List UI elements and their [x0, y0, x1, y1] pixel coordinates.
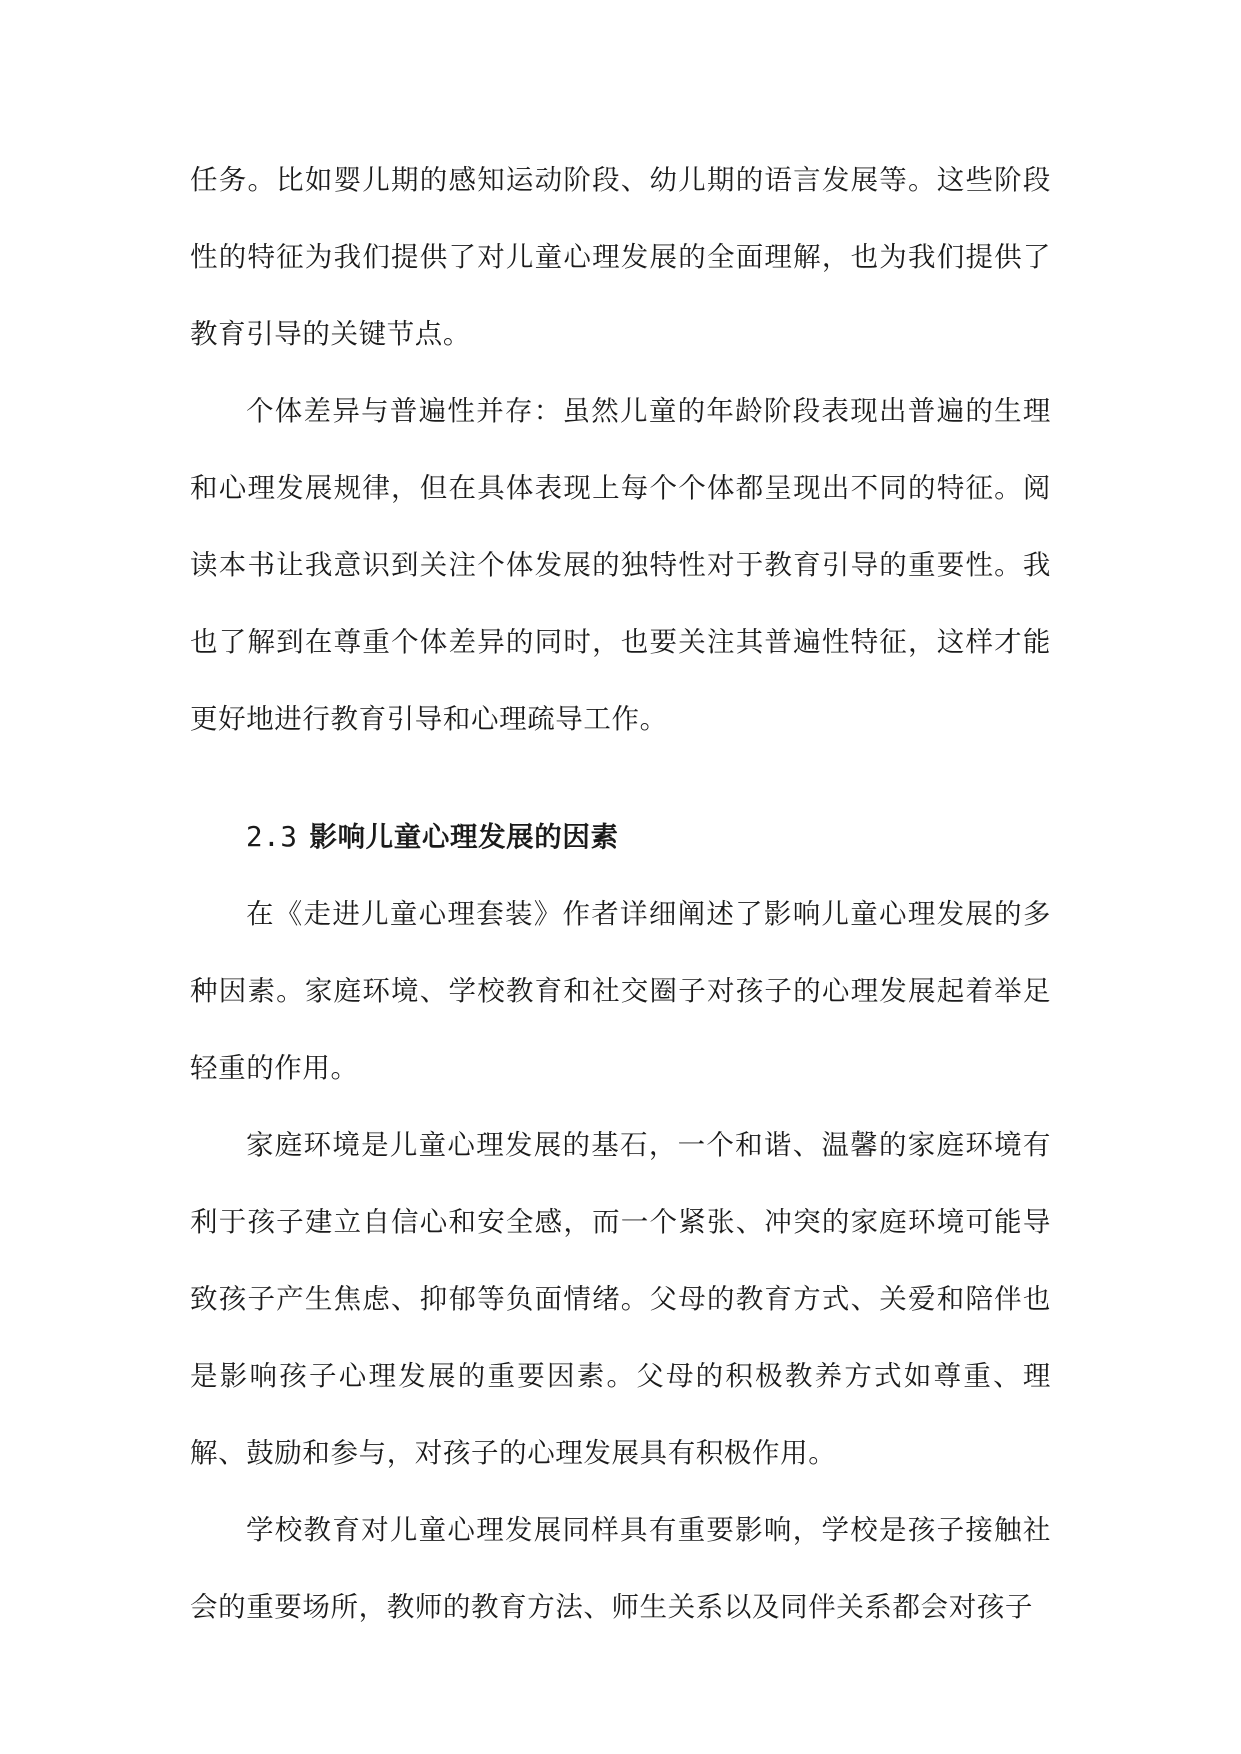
section-title: 影响儿童心理发展的因素 — [309, 821, 619, 853]
section-number: 2.3 — [246, 821, 298, 853]
document-body — [190, 142, 1051, 1646]
paragraph-factors-intro: 在《走进儿童心理套装》作者详细阐述了影响儿童心理发展的多种因素。家庭环境、学校教育和社交圈子对孩子的心理发展起着举足轻重的作用。 — [190, 898, 1051, 1084]
paragraph-school-education: 学校教育对儿童心理发展同样具有重要影响，学校是孩子接触社会的重要场所，教师的教育方法、师生关系以及同伴关系都会对孩子 — [190, 1514, 1051, 1623]
paragraph-continued: 任务。比如婴儿期的感知运动阶段、幼儿期的语言发展等。这些阶段性的特征为我们提供了对儿童心理发展的全面理解，也为我们提供了教育引导的关键节点。 — [190, 164, 1051, 350]
section-heading — [190, 758, 1051, 876]
paragraph-family-environment: 家庭环境是儿童心理发展的基石，一个和谐、温馨的家庭环境有利于孩子建立自信心和安全感，而一个紧张、冲突的家庭环境可能导致孩子产生焦虑、抑郁等负面情绪。父母的教育方式、关爱和陪伴也是影响孩子心理发展的重要因素。父母的积极教养方式如尊重、理解、鼓励和参与，对孩子的心理发展具有积极作用。 — [190, 1129, 1051, 1469]
paragraph-individual-differences: 个体差异与普遍性并存：虽然儿童的年龄阶段表现出普遍的生理和心理发展规律，但在具体表现上每个个体都呈现出不同的特征。阅读本书让我意识到关注个体发展的独特性对于教育引导的重要性。我也了解到在尊重个体差异的同时，也要关注其普遍性特征，这样才能更好地进行教育引导和心理疏导工作。 — [190, 395, 1051, 735]
